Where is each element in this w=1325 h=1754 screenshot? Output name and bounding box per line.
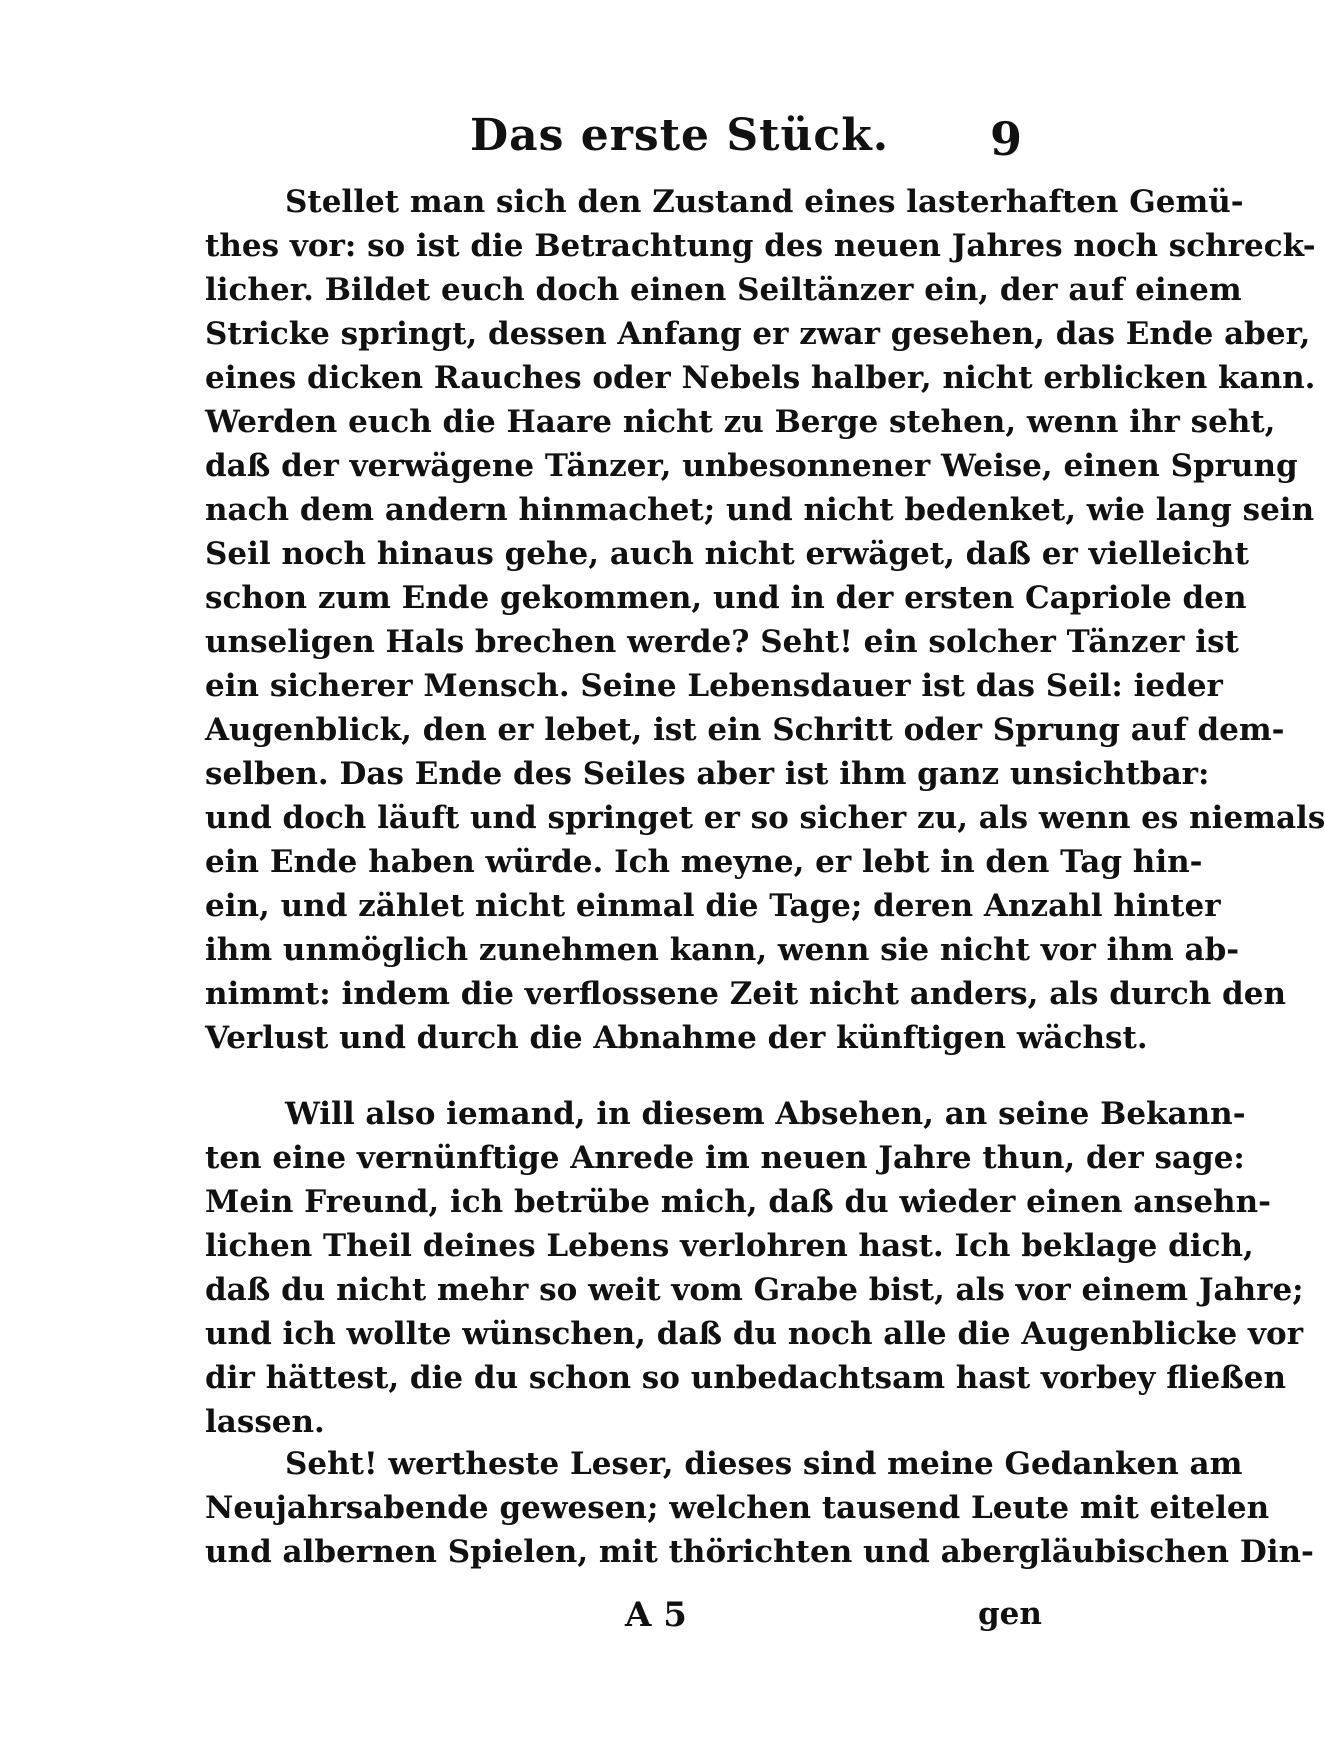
text-line: lichen Theil deines Lebens verlohren hast. Ich beklage dich, (205, 1228, 1254, 1264)
text-line: Seht! wertheste Leser, dieses sind meine Gedanken am (285, 1446, 1243, 1482)
signature-mark: A 5 (625, 1595, 687, 1635)
page-number: 9 (990, 112, 1023, 166)
text-line: dir hättest, die du schon so unbedachtsam hast vorbey fließen (205, 1360, 1287, 1396)
text-line: thes vor: so ist die Betrachtung des neuen Jahres noch schreck- (205, 228, 1316, 264)
text-line: selben. Das Ende des Seiles aber ist ihm ganz unsichtbar: (205, 756, 1210, 792)
text-line: unseligen Hals brechen werde? Seht! ein solcher Tänzer ist (205, 624, 1239, 660)
text-line: nach dem andern hinmachet; und nicht bedenket, wie lang sein (205, 492, 1315, 528)
text-line: ihm unmöglich zunehmen kann, wenn sie nicht vor ihm ab- (205, 932, 1240, 968)
running-head-title: Das erste Stück. (470, 110, 890, 161)
catchword: gen (978, 1596, 1042, 1632)
paragraph-3 (205, 1442, 1314, 1574)
text-line: Will also iemand, in diesem Absehen, an seine Bekann- (285, 1096, 1246, 1132)
text-line: Augenblick, den er lebet, ist ein Schritt oder Sprung auf dem- (205, 712, 1285, 748)
text-line: licher. Bildet euch doch einen Seiltänzer ein, der auf einem (205, 272, 1242, 308)
text-line: Verlust und durch die Abnahme der künftigen wächst. (205, 1020, 1148, 1056)
text-line: Mein Freund, ich betrübe mich, daß du wieder einen ansehn- (205, 1184, 1272, 1220)
text-line: und ich wollte wünschen, daß du noch alle die Augenblicke vor (205, 1316, 1304, 1352)
text-line: eines dicken Rauches oder Nebels halber, nicht erblicken kann. (205, 360, 1316, 396)
text-line: nimmt: indem die verflossene Zeit nicht anders, als durch den (205, 976, 1286, 1012)
text-line: und albernen Spielen, mit thörichten und abergläubischen Din- (205, 1534, 1314, 1570)
text-line: Stellet man sich den Zustand eines lasterhaften Gemü- (285, 184, 1244, 220)
text-line: lassen. (205, 1404, 325, 1440)
text-line: schon zum Ende gekommen, und in der ersten Capriole den (205, 580, 1247, 616)
text-line: und doch läuft und springet er so sicher zu, als wenn es niemals (205, 800, 1325, 836)
text-line: ein Ende haben würde. Ich meyne, er lebt in den Tag hin- (205, 844, 1203, 880)
paragraph-1 (205, 180, 1325, 1060)
text-line: Werden euch die Haare nicht zu Berge stehen, wenn ihr seht, (205, 404, 1276, 440)
text-line: ein sicherer Mensch. Seine Lebensdauer ist das Seil: ieder (205, 668, 1223, 704)
text-line: ein, und zählet nicht einmal die Tage; deren Anzahl hinter (205, 888, 1221, 924)
text-line: ten eine vernünftige Anrede im neuen Jahre thun, der sage: (205, 1140, 1245, 1176)
text-line: daß du nicht mehr so weit vom Grabe bist, als vor einem Jahre; (205, 1272, 1304, 1308)
text-line: daß der verwägene Tänzer, unbesonnener Weise, einen Sprung (205, 448, 1298, 484)
text-line: Stricke springt, dessen Anfang er zwar gesehen, das Ende aber, (205, 316, 1311, 352)
text-line: Neujahrsabende gewesen; welchen tausend Leute mit eitelen (205, 1490, 1270, 1526)
paragraph-2 (205, 1092, 1304, 1444)
text-line: Seil noch hinaus gehe, auch nicht erwäget, daß er vielleicht (205, 536, 1249, 572)
